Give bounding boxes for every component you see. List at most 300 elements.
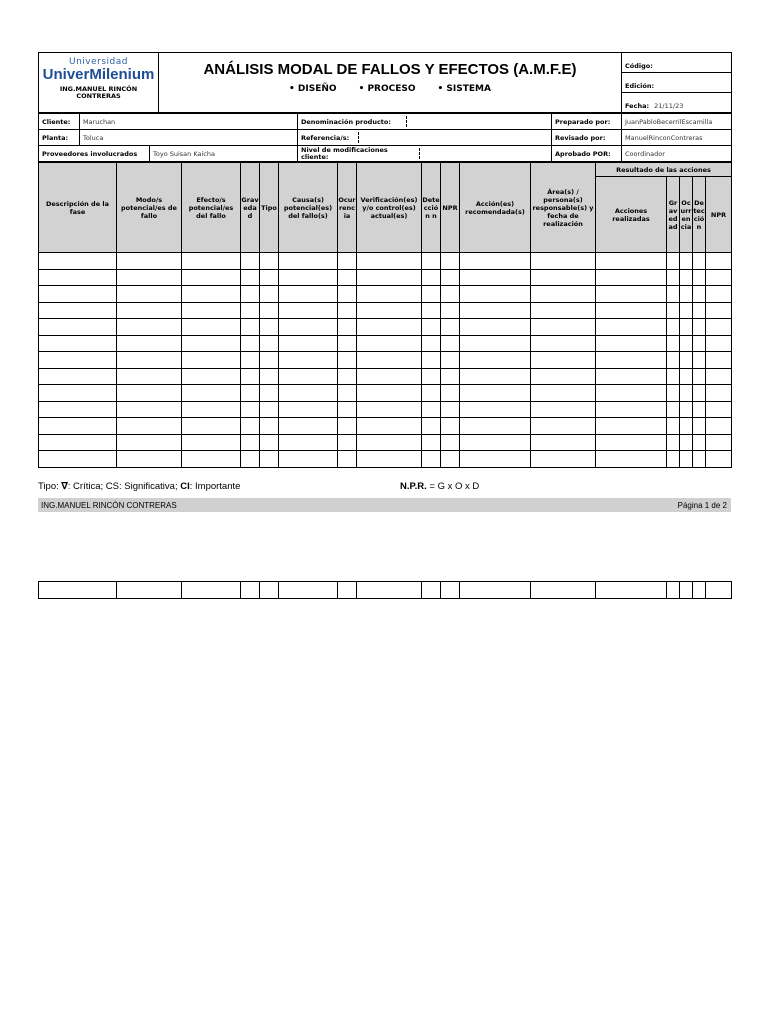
col-ocurrencia: Ocurrencia bbox=[338, 163, 357, 253]
table-cell[interactable] bbox=[460, 286, 531, 303]
table-cell[interactable] bbox=[680, 401, 693, 418]
table-cell[interactable] bbox=[680, 582, 693, 599]
denominacion-cell[interactable] bbox=[298, 114, 552, 130]
table-cell[interactable] bbox=[117, 269, 182, 286]
table-cell[interactable] bbox=[531, 253, 596, 270]
table-cell[interactable] bbox=[422, 302, 441, 319]
nivel-cell[interactable] bbox=[298, 146, 552, 162]
col-tipo: Tipo bbox=[260, 163, 279, 253]
referencia-cell[interactable] bbox=[298, 130, 552, 146]
col-deteccion: Detección n bbox=[422, 163, 441, 253]
table-cell[interactable] bbox=[596, 451, 667, 468]
edicion-cell[interactable] bbox=[622, 73, 732, 93]
table-cell[interactable] bbox=[693, 385, 706, 402]
table-cell[interactable] bbox=[422, 319, 441, 336]
table-cell[interactable] bbox=[357, 352, 422, 369]
table-cell[interactable] bbox=[667, 352, 680, 369]
table-cell[interactable] bbox=[117, 286, 182, 303]
table-cell[interactable] bbox=[680, 269, 693, 286]
table-cell[interactable] bbox=[182, 319, 241, 336]
table-cell[interactable] bbox=[693, 451, 706, 468]
table-cell[interactable] bbox=[39, 286, 117, 303]
table-cell[interactable] bbox=[117, 582, 182, 599]
table-cell[interactable] bbox=[260, 335, 279, 352]
footer-author: ING.MANUEL RINCÓN CONTRERAS bbox=[41, 501, 177, 510]
table-cell[interactable] bbox=[531, 368, 596, 385]
table-cell[interactable] bbox=[241, 385, 260, 402]
table-cell[interactable] bbox=[39, 368, 117, 385]
table-cell[interactable] bbox=[260, 451, 279, 468]
table-cell[interactable] bbox=[706, 286, 732, 303]
col-npr: NPR bbox=[441, 163, 460, 253]
table-cell[interactable] bbox=[531, 335, 596, 352]
table-cell[interactable] bbox=[39, 451, 117, 468]
table-cell[interactable] bbox=[117, 434, 182, 451]
table-cell[interactable] bbox=[441, 302, 460, 319]
table-cell[interactable] bbox=[357, 319, 422, 336]
table-cell[interactable] bbox=[260, 418, 279, 435]
table-row bbox=[39, 451, 732, 468]
table-cell[interactable] bbox=[680, 434, 693, 451]
col-gravedad: Gravedad bbox=[241, 163, 260, 253]
col-resultado: Resultado de las acciones bbox=[596, 163, 732, 177]
table-cell[interactable] bbox=[279, 385, 338, 402]
table-cell[interactable] bbox=[667, 253, 680, 270]
table-row bbox=[39, 253, 732, 270]
table-cell[interactable] bbox=[422, 368, 441, 385]
table-cell[interactable] bbox=[680, 418, 693, 435]
table-cell[interactable] bbox=[422, 352, 441, 369]
cliente-value[interactable]: Maruchan bbox=[80, 114, 298, 130]
table-cell[interactable] bbox=[596, 418, 667, 435]
table-cell[interactable] bbox=[357, 434, 422, 451]
table-cell[interactable] bbox=[39, 319, 117, 336]
table-cell[interactable] bbox=[460, 269, 531, 286]
table-cell[interactable] bbox=[460, 385, 531, 402]
option-diseno: • DISEÑO bbox=[289, 84, 337, 94]
table-cell[interactable] bbox=[338, 368, 357, 385]
table-row bbox=[39, 434, 732, 451]
table-cell[interactable] bbox=[357, 401, 422, 418]
table-cell[interactable] bbox=[422, 385, 441, 402]
table-cell[interactable] bbox=[39, 401, 117, 418]
table-cell[interactable] bbox=[667, 368, 680, 385]
table-cell[interactable] bbox=[667, 319, 680, 336]
table-cell[interactable] bbox=[460, 582, 531, 599]
legend-tipo-prefix: Tipo: bbox=[38, 481, 59, 492]
table-cell[interactable] bbox=[693, 368, 706, 385]
table-cell[interactable] bbox=[531, 269, 596, 286]
table-cell[interactable] bbox=[667, 286, 680, 303]
table-cell[interactable] bbox=[596, 253, 667, 270]
table-cell[interactable] bbox=[441, 401, 460, 418]
table-cell[interactable] bbox=[39, 434, 117, 451]
table-cell[interactable] bbox=[338, 582, 357, 599]
table-cell[interactable] bbox=[357, 368, 422, 385]
table-cell[interactable] bbox=[39, 418, 117, 435]
table-cell[interactable] bbox=[182, 434, 241, 451]
table-cell[interactable] bbox=[182, 451, 241, 468]
table-cell[interactable] bbox=[596, 335, 667, 352]
page-number: Página 1 de 2 bbox=[677, 501, 727, 510]
table-cell[interactable] bbox=[182, 401, 241, 418]
table-cell[interactable] bbox=[279, 451, 338, 468]
table-cell[interactable] bbox=[39, 335, 117, 352]
table-cell[interactable] bbox=[260, 368, 279, 385]
table-cell[interactable] bbox=[693, 434, 706, 451]
preparado-label: Preparado por: bbox=[552, 114, 622, 130]
planta-value[interactable]: Toluca bbox=[80, 130, 298, 146]
table-cell[interactable] bbox=[260, 286, 279, 303]
col-r-gravedad: Gravedad bbox=[667, 177, 680, 253]
table-cell[interactable] bbox=[693, 418, 706, 435]
table-cell[interactable] bbox=[117, 418, 182, 435]
table-cell[interactable] bbox=[357, 385, 422, 402]
table-cell[interactable] bbox=[680, 319, 693, 336]
legend-tipo-text-2: : Importante bbox=[189, 481, 241, 492]
table-cell[interactable] bbox=[39, 385, 117, 402]
table-cell[interactable] bbox=[680, 302, 693, 319]
table-cell[interactable] bbox=[441, 286, 460, 303]
table-cell[interactable] bbox=[693, 286, 706, 303]
table-cell[interactable] bbox=[260, 401, 279, 418]
legend bbox=[38, 481, 731, 492]
table-cell[interactable] bbox=[596, 302, 667, 319]
table-cell[interactable] bbox=[531, 319, 596, 336]
col-accion: Acción(es) recomendada(s) bbox=[460, 163, 531, 253]
table-cell[interactable] bbox=[117, 253, 182, 270]
table-cell[interactable] bbox=[39, 582, 117, 599]
table-cell[interactable] bbox=[693, 269, 706, 286]
revisado-value[interactable]: ManuelRinconContreras bbox=[622, 130, 732, 146]
table-cell[interactable] bbox=[441, 368, 460, 385]
table-cell[interactable] bbox=[241, 302, 260, 319]
table-cell[interactable] bbox=[241, 352, 260, 369]
table-cell[interactable] bbox=[680, 335, 693, 352]
table-cell[interactable] bbox=[667, 434, 680, 451]
legend-tipo-text-1: : Crítica; CS: Significativa; bbox=[67, 481, 178, 492]
table-cell[interactable] bbox=[182, 269, 241, 286]
table-row bbox=[39, 302, 732, 319]
table-row bbox=[39, 286, 732, 303]
table-cell[interactable] bbox=[279, 286, 338, 303]
table-row bbox=[39, 368, 732, 385]
table-cell[interactable] bbox=[667, 385, 680, 402]
table-cell[interactable] bbox=[117, 302, 182, 319]
table-cell[interactable] bbox=[182, 286, 241, 303]
table-cell[interactable] bbox=[338, 335, 357, 352]
table-cell[interactable] bbox=[596, 269, 667, 286]
table-cell[interactable] bbox=[693, 253, 706, 270]
table-cell[interactable] bbox=[357, 418, 422, 435]
table-cell[interactable] bbox=[680, 368, 693, 385]
table-cell[interactable] bbox=[706, 451, 732, 468]
table-cell[interactable] bbox=[422, 418, 441, 435]
table-cell[interactable] bbox=[667, 302, 680, 319]
table-cell[interactable] bbox=[441, 451, 460, 468]
table-cell[interactable] bbox=[279, 253, 338, 270]
table-cell[interactable] bbox=[338, 401, 357, 418]
info-table bbox=[38, 113, 732, 162]
table-cell[interactable] bbox=[680, 286, 693, 303]
table-cell[interactable] bbox=[182, 582, 241, 599]
table-cell[interactable] bbox=[422, 335, 441, 352]
table-cell[interactable] bbox=[279, 368, 338, 385]
table-cell[interactable] bbox=[260, 269, 279, 286]
footer-bar bbox=[38, 498, 731, 512]
page-title: ANÁLISIS MODAL DE FALLOS Y EFECTOS (A.M.F.E) bbox=[203, 61, 577, 78]
table-cell[interactable] bbox=[441, 582, 460, 599]
fecha-cell[interactable] bbox=[622, 93, 732, 113]
table-cell[interactable] bbox=[117, 385, 182, 402]
table-cell[interactable] bbox=[693, 302, 706, 319]
table-cell[interactable] bbox=[422, 451, 441, 468]
table-cell[interactable] bbox=[279, 401, 338, 418]
table-cell[interactable] bbox=[357, 286, 422, 303]
table-cell[interactable] bbox=[279, 434, 338, 451]
table-row bbox=[39, 335, 732, 352]
table-cell[interactable] bbox=[241, 418, 260, 435]
table-cell[interactable] bbox=[596, 368, 667, 385]
table-cell[interactable] bbox=[338, 385, 357, 402]
revisado-label: Revisado por: bbox=[552, 130, 622, 146]
table-cell[interactable] bbox=[667, 418, 680, 435]
table-cell[interactable] bbox=[706, 302, 732, 319]
table-row bbox=[39, 418, 732, 435]
table-cell[interactable] bbox=[441, 269, 460, 286]
table-cell[interactable] bbox=[39, 352, 117, 369]
table-cell[interactable] bbox=[706, 385, 732, 402]
table-cell[interactable] bbox=[357, 302, 422, 319]
table-cell[interactable] bbox=[182, 302, 241, 319]
table-cell[interactable] bbox=[706, 434, 732, 451]
header-table bbox=[38, 52, 732, 113]
table-cell[interactable] bbox=[460, 451, 531, 468]
table-cell[interactable] bbox=[531, 418, 596, 435]
proveedores-value[interactable]: Toyo Suisan Kaicha bbox=[150, 146, 298, 162]
legend-critical-symbol: ∇ bbox=[61, 481, 68, 492]
table-cell[interactable] bbox=[693, 335, 706, 352]
table-cell[interactable] bbox=[531, 401, 596, 418]
codigo-label: Código: bbox=[625, 62, 653, 70]
table-cell[interactable] bbox=[596, 385, 667, 402]
table-cell[interactable] bbox=[422, 401, 441, 418]
table-cell[interactable] bbox=[182, 335, 241, 352]
table-cell[interactable] bbox=[357, 451, 422, 468]
table-cell[interactable] bbox=[241, 286, 260, 303]
table-cell[interactable] bbox=[422, 434, 441, 451]
table-cell[interactable] bbox=[531, 451, 596, 468]
table-cell[interactable] bbox=[279, 302, 338, 319]
table-cell[interactable] bbox=[338, 286, 357, 303]
table-cell[interactable] bbox=[357, 269, 422, 286]
table-cell[interactable] bbox=[441, 434, 460, 451]
table-cell[interactable] bbox=[422, 269, 441, 286]
col-causa: Causa(s) potencial(es) del fallo(s) bbox=[279, 163, 338, 253]
logo-main-text: UniverMilenium bbox=[42, 66, 155, 83]
table-cell[interactable] bbox=[680, 385, 693, 402]
table-cell[interactable] bbox=[693, 582, 706, 599]
table-cell[interactable] bbox=[693, 319, 706, 336]
table-cell[interactable] bbox=[680, 451, 693, 468]
table-cell[interactable] bbox=[596, 352, 667, 369]
table-cell[interactable] bbox=[531, 385, 596, 402]
table-cell[interactable] bbox=[706, 368, 732, 385]
table-cell[interactable] bbox=[531, 582, 596, 599]
table-cell[interactable] bbox=[531, 302, 596, 319]
table-cell[interactable] bbox=[260, 302, 279, 319]
legend-npr-formula: = G x O x D bbox=[429, 481, 480, 492]
table-cell[interactable] bbox=[706, 352, 732, 369]
table-cell[interactable] bbox=[706, 319, 732, 336]
table-cell[interactable] bbox=[441, 253, 460, 270]
table-cell[interactable] bbox=[241, 368, 260, 385]
table-cell[interactable] bbox=[182, 385, 241, 402]
table-cell[interactable] bbox=[706, 582, 732, 599]
table-cell[interactable] bbox=[338, 319, 357, 336]
col-r-ocurrencia: Ocurrencia bbox=[680, 177, 693, 253]
table-cell[interactable] bbox=[241, 434, 260, 451]
table-cell[interactable] bbox=[460, 302, 531, 319]
table-cell[interactable] bbox=[338, 418, 357, 435]
table-cell[interactable] bbox=[338, 269, 357, 286]
table-row bbox=[39, 352, 732, 369]
table-cell[interactable] bbox=[706, 418, 732, 435]
table-cell[interactable] bbox=[338, 451, 357, 468]
table-cell[interactable] bbox=[279, 269, 338, 286]
table-cell[interactable] bbox=[117, 401, 182, 418]
type-options bbox=[159, 84, 621, 94]
logo-top-text: Universidad bbox=[69, 57, 128, 67]
table-cell[interactable] bbox=[338, 352, 357, 369]
table-cell[interactable] bbox=[441, 385, 460, 402]
table-cell[interactable] bbox=[260, 582, 279, 599]
table-cell[interactable] bbox=[693, 401, 706, 418]
second-page-table bbox=[38, 581, 732, 599]
table-cell[interactable] bbox=[241, 335, 260, 352]
table-cell[interactable] bbox=[667, 582, 680, 599]
table-cell[interactable] bbox=[706, 335, 732, 352]
table-cell[interactable] bbox=[680, 253, 693, 270]
table-cell[interactable] bbox=[241, 401, 260, 418]
table-cell[interactable] bbox=[39, 302, 117, 319]
table-cell[interactable] bbox=[241, 319, 260, 336]
table-cell[interactable] bbox=[460, 319, 531, 336]
table-cell[interactable] bbox=[441, 418, 460, 435]
table-cell[interactable] bbox=[422, 253, 441, 270]
table-cell[interactable] bbox=[338, 302, 357, 319]
table-cell[interactable] bbox=[182, 368, 241, 385]
table-cell[interactable] bbox=[667, 451, 680, 468]
table-cell[interactable] bbox=[667, 335, 680, 352]
col-r-deteccion: Detección bbox=[693, 177, 706, 253]
table-cell[interactable] bbox=[460, 401, 531, 418]
table-cell[interactable] bbox=[241, 253, 260, 270]
table-cell[interactable] bbox=[279, 335, 338, 352]
table-cell[interactable] bbox=[117, 319, 182, 336]
table-cell[interactable] bbox=[260, 319, 279, 336]
table-cell[interactable] bbox=[279, 582, 338, 599]
table-cell[interactable] bbox=[460, 368, 531, 385]
fecha-value: 21/11/23 bbox=[654, 102, 684, 110]
table-cell[interactable] bbox=[117, 451, 182, 468]
table-cell[interactable] bbox=[241, 451, 260, 468]
table-row bbox=[39, 582, 732, 599]
table-cell[interactable] bbox=[117, 335, 182, 352]
legend-npr bbox=[400, 481, 479, 492]
table-cell[interactable] bbox=[279, 319, 338, 336]
table-cell[interactable] bbox=[531, 434, 596, 451]
table-cell[interactable] bbox=[117, 368, 182, 385]
table-cell[interactable] bbox=[182, 418, 241, 435]
table-cell[interactable] bbox=[117, 352, 182, 369]
table-cell[interactable] bbox=[596, 286, 667, 303]
table-cell[interactable] bbox=[357, 253, 422, 270]
table-cell[interactable] bbox=[182, 253, 241, 270]
cliente-label: Cliente: bbox=[39, 114, 80, 130]
table-cell[interactable] bbox=[441, 319, 460, 336]
table-cell[interactable] bbox=[279, 352, 338, 369]
table-cell[interactable] bbox=[441, 352, 460, 369]
table-cell[interactable] bbox=[460, 253, 531, 270]
table-cell[interactable] bbox=[260, 253, 279, 270]
table-cell[interactable] bbox=[460, 418, 531, 435]
table-cell[interactable] bbox=[422, 286, 441, 303]
table-cell[interactable] bbox=[441, 335, 460, 352]
denominacion-label: Denominación producto: bbox=[301, 117, 391, 126]
table-cell[interactable] bbox=[531, 352, 596, 369]
table-cell[interactable] bbox=[279, 418, 338, 435]
proveedores-label: Proveedores involucrados bbox=[39, 146, 150, 162]
table-cell[interactable] bbox=[460, 434, 531, 451]
table-cell[interactable] bbox=[460, 335, 531, 352]
table-row bbox=[39, 385, 732, 402]
codigo-cell[interactable] bbox=[622, 53, 732, 73]
table-cell[interactable] bbox=[706, 401, 732, 418]
referencia-label: Referencia/s: bbox=[301, 133, 350, 142]
table-cell[interactable] bbox=[260, 385, 279, 402]
aprobado-value[interactable]: Coordinador bbox=[622, 146, 732, 162]
table-cell[interactable] bbox=[241, 582, 260, 599]
table-cell[interactable] bbox=[596, 582, 667, 599]
table-cell[interactable] bbox=[693, 352, 706, 369]
preparado-value[interactable]: JuanPabloBecerrilEscamilla bbox=[622, 114, 732, 130]
table-cell[interactable] bbox=[39, 269, 117, 286]
table-cell[interactable] bbox=[596, 319, 667, 336]
table-cell[interactable] bbox=[667, 269, 680, 286]
fecha-label: Fecha: bbox=[625, 102, 650, 110]
table-cell[interactable] bbox=[596, 434, 667, 451]
table-cell[interactable] bbox=[460, 352, 531, 369]
table-cell[interactable] bbox=[260, 352, 279, 369]
table-cell[interactable] bbox=[338, 434, 357, 451]
table-cell[interactable] bbox=[241, 269, 260, 286]
nivel-label: Nivel de modificaciones cliente: bbox=[301, 145, 388, 161]
table-cell[interactable] bbox=[596, 401, 667, 418]
table-cell[interactable] bbox=[357, 335, 422, 352]
table-cell[interactable] bbox=[338, 253, 357, 270]
table-cell[interactable] bbox=[260, 434, 279, 451]
table-cell[interactable] bbox=[39, 253, 117, 270]
table-cell[interactable] bbox=[182, 352, 241, 369]
table-cell[interactable] bbox=[706, 269, 732, 286]
table-cell[interactable] bbox=[531, 286, 596, 303]
table-cell[interactable] bbox=[357, 582, 422, 599]
table-cell[interactable] bbox=[422, 582, 441, 599]
table-cell[interactable] bbox=[706, 253, 732, 270]
table-cell[interactable] bbox=[667, 401, 680, 418]
table-cell[interactable] bbox=[680, 352, 693, 369]
